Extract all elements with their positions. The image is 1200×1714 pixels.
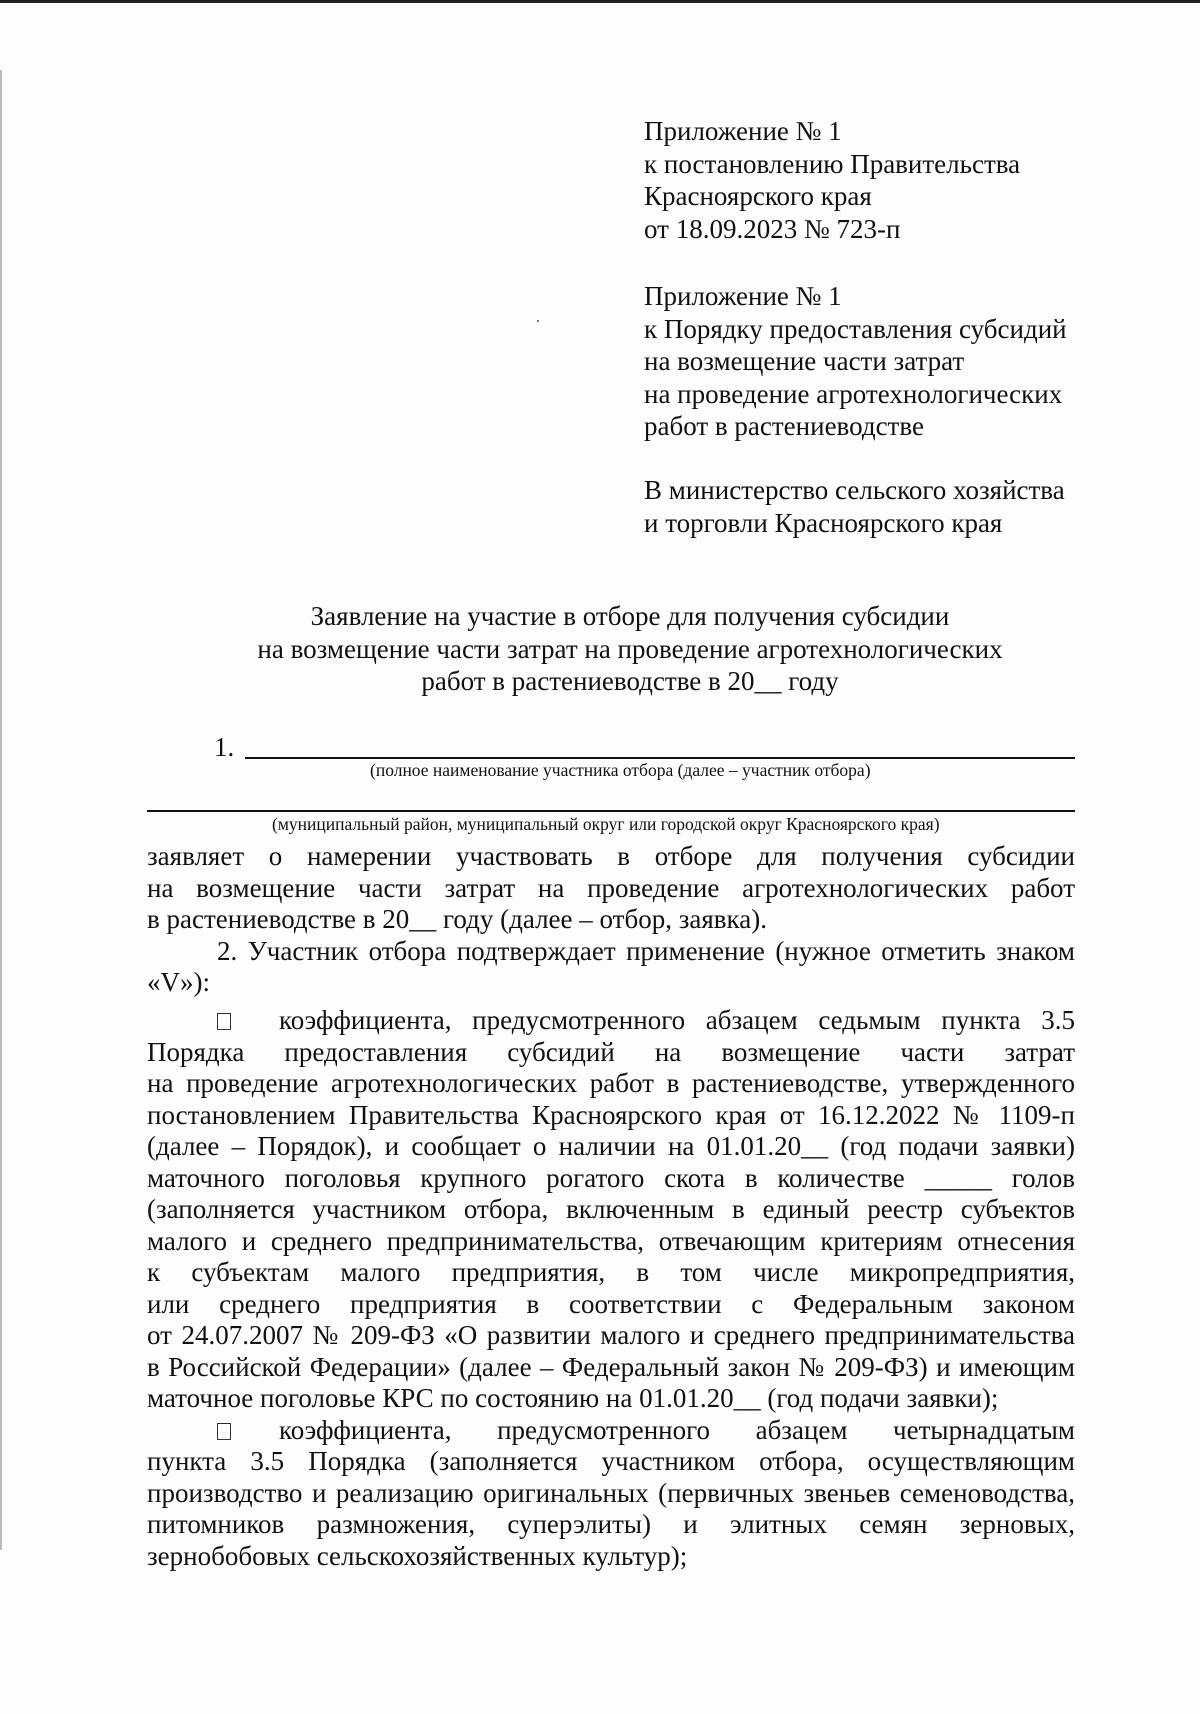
title-line: на возмещение части затрат на проведение агротехнологических [257,633,1003,664]
option-2-text: коэффициента, предусмотренного абзацем четырнадцатым [279,1414,1075,1445]
annex-line: Красноярского края [644,181,872,211]
text-line: заявляет о намерении участвовать в отборе для получения субсидии [147,841,1075,871]
text-line: Порядка предоставления субсидий на возмещение части затрат [147,1036,1075,1067]
scan-left-edge [0,70,2,1550]
text-line: питомников размножения, суперэлиты) и элитных семян зерновых, [147,1509,1075,1539]
text-line: «V»): [147,967,210,997]
district-field[interactable] [147,810,1075,812]
text-line: в Российской Федерации» (далее – Федеральный закон № 209-ФЗ) и имеющим [147,1351,1075,1382]
annex-header-resolution [644,115,1020,245]
participant-name-field[interactable] [245,757,1075,759]
text-line: малого и среднего предпринимательства, отвечающим критериям отнесения [147,1225,1075,1256]
text-line: или среднего предприятия в соответствии с Федеральным законом [147,1288,1075,1319]
option-1-first-line [147,1005,1075,1037]
annex-line: работ в растениеводстве [644,411,924,441]
scan-speck [537,320,539,322]
option-2-first-line [147,1415,1075,1447]
addressee-block [644,474,1065,539]
text-line: производство и реализацию оригинальных (первичных звеньев семеноводства, [147,1477,1075,1508]
text-line: зернобобовых сельскохозяйственных культур); [147,1540,688,1571]
addressee-line: В министерство сельского хозяйства [644,475,1065,505]
annex-line: к Порядку предоставления субсидий [644,313,1067,344]
text-line: маточного поголовья крупного рогатого скота в количестве _____ голов [147,1162,1075,1193]
option-2-checkbox[interactable] [217,1423,231,1440]
text-line: (далее – Порядок), и сообщает о наличии на 01.01.20__ (год подачи заявки) [147,1131,1075,1161]
text-line: 2. Участник отбора подтверждает применение (нужное отметить знаком [217,935,1075,966]
title-line: работ в растениеводстве в 20__ году [421,666,839,696]
text-line: (заполняется участником отбора, включенным в единый реестр субъектов [147,1194,1075,1224]
text-line: на возмещение части затрат на проведение агротехнологических работ [147,872,1075,903]
text-line: маточное поголовье КРС по состоянию на 01.01.20__ (год подачи заявки); [147,1383,999,1413]
text-line: к субъектам малого предприятия, в том числе микропредприятия, [147,1257,1075,1287]
text-line: от 24.07.2007 № 209-ФЗ «О развитии малого и среднего предпринимательства [147,1320,1075,1350]
text-line: на проведение агротехнологических работ в растениеводстве, утвержденного [147,1068,1075,1098]
annex-line: на возмещение части затрат [644,346,965,376]
scan-top-border [0,0,1200,3]
option-1-text: коэффициента, предусмотренного абзацем седьмым пункта 3.5 [279,1005,1075,1035]
document-title [140,600,1120,698]
option-1-checkbox[interactable] [217,1013,231,1030]
annex-line: Приложение № 1 [644,116,842,146]
text-line: в растениеводстве в 20__ году (далее – отбор, заявка). [147,904,767,934]
annex-header-procedure [644,280,1067,443]
annex-line: от 18.09.2023 № 723-п [644,213,901,244]
body-paragraph-1 [147,841,1075,999]
item-number-1: 1. [214,732,235,762]
annex-line: к постановлению Правительства [644,148,1021,179]
text-line: постановлением Правительства Красноярского края от 16.12.2022 № 1109-п [147,1099,1075,1130]
options-list [147,1005,1075,1572]
annex-line: на проведение агротехнологических [644,378,1063,409]
district-caption: (муниципальный район, муниципальный округ или городской округ Красноярского края) [272,814,940,834]
text-line: пункта 3.5 Порядка (заполняется участником отбора, осуществляющим [147,1446,1075,1476]
addressee-line: и торговли Красноярского края [644,507,1003,538]
title-line: Заявление на участие в отборе для получения субсидии [310,601,950,631]
participant-name-caption: (полное наименование участника отбора (далее – участник отбора) [370,760,871,780]
annex-line: Приложение № 1 [644,281,842,311]
